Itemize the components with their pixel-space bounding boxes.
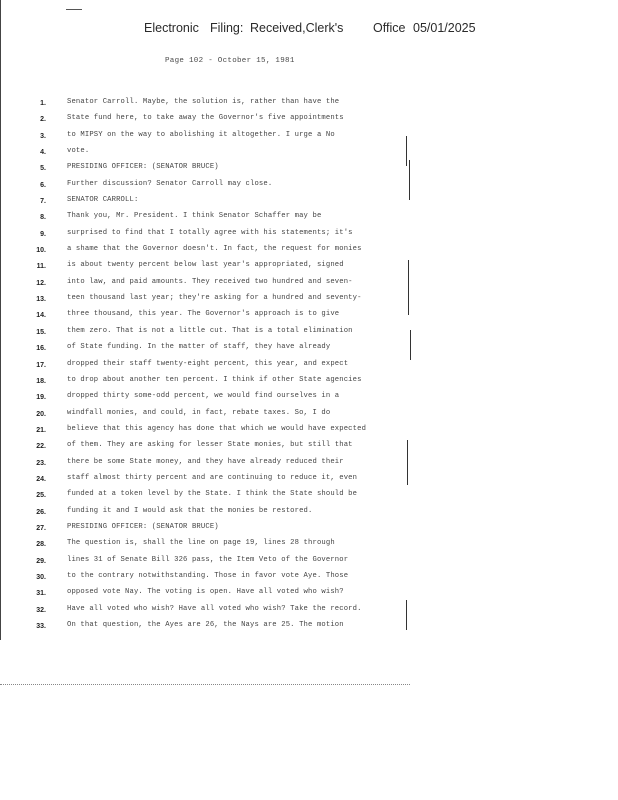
scan-artifact-line [0, 684, 410, 689]
line-number: 21. [36, 426, 46, 434]
line-text: there be some State money, and they have already reduced their [67, 457, 344, 466]
line-text: believe that this agency has done that which we would have expected [67, 424, 367, 433]
margin-mark [407, 440, 408, 485]
line-text: PRESIDING OFFICER: (SENATOR BRUCE) [67, 522, 219, 531]
line-number: 33. [36, 623, 46, 630]
transcript-line [0, 507, 618, 523]
transcript-line [0, 490, 618, 506]
line-number: 2. [40, 116, 46, 124]
line-text: lines 31 of Senate Bill 326 pass, the Item Veto of the Governor [67, 555, 349, 564]
line-text: of State funding. In the matter of staff, they have already [67, 343, 331, 352]
line-number: 10. [36, 247, 46, 255]
transcript-line [0, 294, 618, 310]
line-text: staff almost thirty percent and are continuing to reduce it, even [67, 473, 358, 482]
line-text: SENATOR CARROLL: [67, 196, 139, 205]
line-text: into law, and paid amounts. They received two hundred and seven- [67, 277, 353, 286]
line-number: 14. [36, 312, 46, 320]
line-text: funding it and I would ask that the monies be restored. [67, 506, 313, 515]
line-number: 25. [36, 492, 46, 500]
stamp-office: Office [373, 21, 406, 35]
line-text: opposed vote Nay. The voting is open. Have all voted who wish? [67, 588, 344, 597]
line-text: teen thousand last year; they're asking for a hundred and seventy- [67, 294, 362, 303]
line-text: to drop about another ten percent. I think if other State agencies [67, 375, 362, 384]
line-number: 23. [36, 459, 46, 467]
transcript-line [0, 196, 618, 212]
transcript-line [0, 114, 618, 130]
transcript-line [0, 327, 618, 343]
transcript-line [0, 147, 618, 163]
margin-mark [406, 136, 407, 166]
transcript-line [0, 245, 618, 261]
transcript-line [0, 98, 618, 114]
line-number: 8. [40, 214, 46, 222]
transcript-line [0, 310, 618, 326]
transcript-line [0, 572, 618, 588]
line-number: 3. [40, 132, 46, 140]
transcript-line [0, 278, 618, 294]
line-text: Thank you, Mr. President. I think Senator Schaffer may be [67, 212, 322, 221]
line-number: 9. [40, 230, 46, 238]
line-text: windfall monies, and could, in fact, rebate taxes. So, I do [67, 408, 331, 417]
margin-mark [409, 160, 410, 200]
transcript-line [0, 229, 618, 245]
line-number: 32. [36, 606, 46, 614]
page-header: Page 102 - October 15, 1981 [165, 57, 295, 65]
transcript-line [0, 360, 618, 376]
transcript-line [0, 539, 618, 555]
line-text: is about twenty percent below last year's appropriated, signed [67, 261, 344, 270]
transcript-line [0, 392, 618, 408]
line-number: 28. [36, 541, 46, 549]
margin-mark [408, 260, 409, 315]
line-number: 17. [36, 361, 46, 369]
stamp-electronic: Electronic [144, 21, 199, 35]
transcript-line [0, 556, 618, 572]
line-text: On that question, the Ayes are 26, the Nays are 25. The motion [67, 621, 344, 629]
line-text: dropped their staff twenty-eight percent, this year, and expect [67, 359, 349, 368]
transcript-line [0, 523, 618, 539]
line-number: 11. [36, 263, 46, 271]
transcript-line [0, 621, 618, 637]
transcript-line [0, 212, 618, 228]
line-text: to MIPSY on the way to abolishing it altogether. I urge a No [67, 130, 335, 139]
transcript-line [0, 343, 618, 359]
line-number: 13. [36, 296, 46, 304]
line-text: Have all voted who wish? Have all voted who wish? Take the record. [67, 604, 362, 613]
transcript-line [0, 458, 618, 474]
line-text: PRESIDING OFFICER: (SENATOR BRUCE) [67, 163, 219, 172]
filing-stamp [144, 21, 476, 35]
line-number: 31. [36, 590, 46, 598]
line-number: 29. [36, 557, 46, 565]
line-text: Senator Carroll. Maybe, the solution is, rather than have the [67, 98, 340, 106]
line-number: 26. [36, 508, 46, 516]
line-text: surprised to find that I totally agree with his statements; it's [67, 228, 353, 237]
transcript-body [0, 98, 618, 637]
line-number: 22. [36, 443, 46, 451]
transcript-line [0, 441, 618, 457]
line-text: them zero. That is not a little cut. That is a total elimination [67, 326, 353, 335]
line-number: 16. [36, 345, 46, 353]
line-text: Further discussion? Senator Carroll may close. [67, 179, 273, 188]
line-text: a shame that the Governor doesn't. In fact, the request for monies [67, 245, 362, 254]
line-text: State fund here, to take away the Governor's five appointments [67, 114, 344, 123]
line-text: vote. [67, 147, 90, 156]
line-number: 12. [36, 279, 46, 287]
line-number: 7. [40, 198, 46, 206]
line-number: 1. [40, 100, 46, 107]
line-text: funded at a token level by the State. I think the State should be [67, 490, 358, 499]
transcript-line [0, 605, 618, 621]
line-text: three thousand, this year. The Governor's approach is to give [67, 310, 340, 319]
line-number: 20. [36, 410, 46, 418]
transcript-line [0, 409, 618, 425]
transcript-line [0, 376, 618, 392]
transcript-line [0, 131, 618, 147]
margin-mark [410, 330, 411, 360]
line-text: of them. They are asking for lesser State monies, but still that [67, 441, 353, 450]
transcript-line [0, 180, 618, 196]
line-text: to the contrary notwithstanding. Those in favor vote Aye. Those [67, 571, 349, 580]
line-number: 30. [36, 573, 46, 581]
line-number: 4. [40, 149, 46, 157]
stamp-received: Received,Clerk's [250, 21, 344, 35]
line-number: 15. [36, 328, 46, 336]
line-number: 27. [36, 524, 46, 532]
transcript-line [0, 261, 618, 277]
line-number: 18. [36, 377, 46, 385]
transcript-line [0, 474, 618, 490]
margin-mark [406, 600, 407, 630]
stamp-date: 05/01/2025 [413, 21, 476, 35]
line-number: 19. [36, 394, 46, 402]
line-text: The question is, shall the line on page 19, lines 28 through [67, 539, 335, 548]
line-number: 6. [40, 181, 46, 189]
line-text: dropped thirty some-odd percent, we would find ourselves in a [67, 392, 340, 401]
stamp-filing: Filing: [210, 21, 244, 35]
transcript-line [0, 425, 618, 441]
line-number: 24. [36, 475, 46, 483]
line-number: 5. [40, 165, 46, 173]
transcript-line [0, 588, 618, 604]
transcript-line [0, 163, 618, 179]
scan-mark [66, 9, 82, 10]
